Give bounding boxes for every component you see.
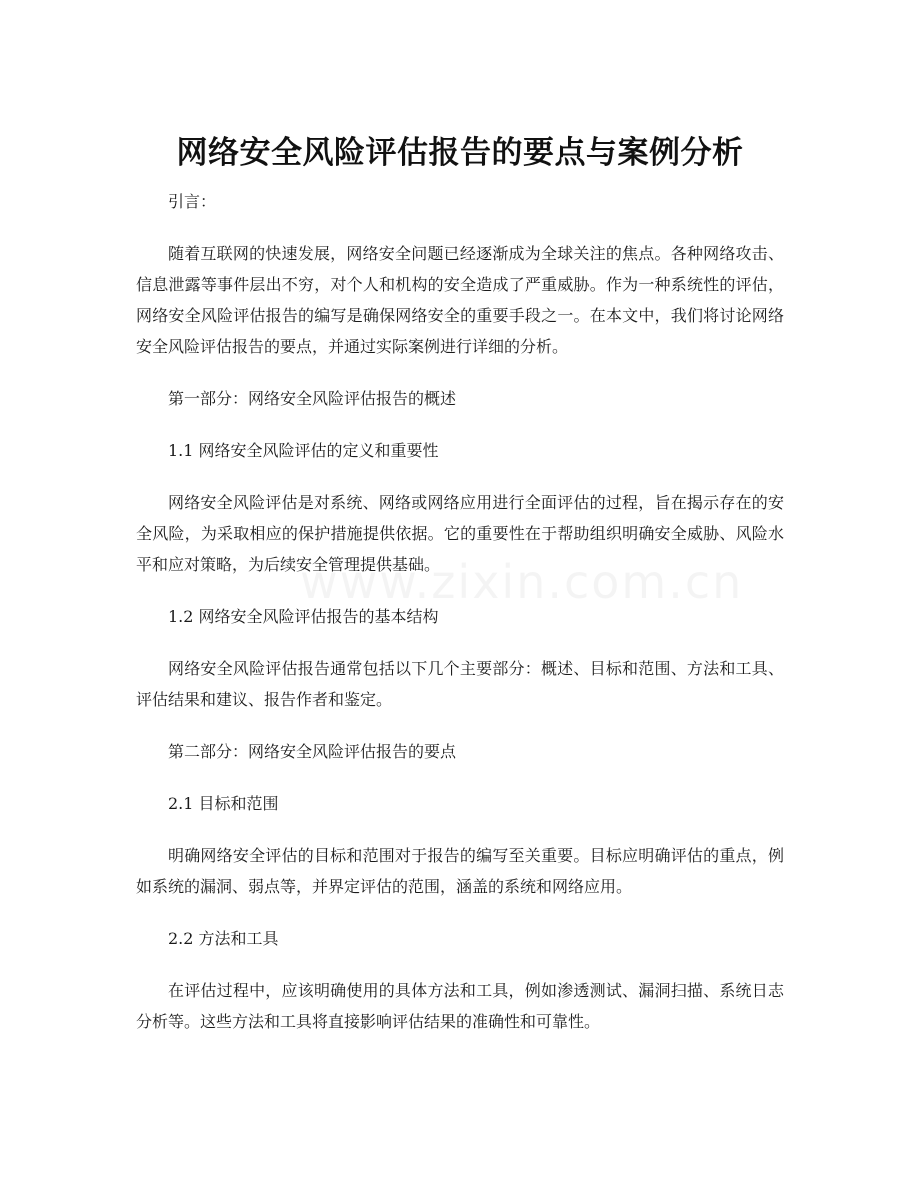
subsection-heading-1-1: 1.1 网络安全风险评估的定义和重要性 bbox=[168, 441, 439, 460]
paragraph-2-1: 明确网络安全评估的目标和范围对于报告的编写至关重要。目标应明确评估的重点，例如系统的漏洞、弱点等，并界定评估的范围，涵盖的系统和网络应用。 bbox=[136, 846, 784, 896]
paragraph-1-1: 网络安全风险评估是对系统、网络或网络应用进行全面评估的过程，旨在揭示存在的安全风险，为采取相应的保护措施提供依据。它的重要性在于帮助组织明确安全威胁、风险水平和应对策略，为后续安全管理提供基础。 bbox=[136, 493, 784, 574]
paragraph-intro-label: 引言： bbox=[168, 192, 217, 211]
subsection-heading-2-2: 2.2 方法和工具 bbox=[168, 929, 279, 948]
paragraph-intro: 随着互联网的快速发展，网络安全问题已经逐渐成为全球关注的焦点。各种网络攻击、信息泄露等事件层出不穷，对个人和机构的安全造成了严重威胁。作为一种系统性的评估，网络安全风险评估报告的编写是确保网络安全的重要手段之一。在本文中，我们将讨论网络安全风险评估报告的要点，并通过实际案例进行详细的分析。 bbox=[136, 244, 784, 356]
section-heading-part-1: 第一部分：网络安全风险评估报告的概述 bbox=[168, 389, 457, 408]
subsection-heading-1-2: 1.2 网络安全风险评估报告的基本结构 bbox=[168, 607, 439, 626]
paragraph-2-2: 在评估过程中，应该明确使用的具体方法和工具，例如渗透测试、漏洞扫描、系统日志分析等。这些方法和工具将直接影响评估结果的准确性和可靠性。 bbox=[136, 981, 784, 1031]
paragraph-1-2: 网络安全风险评估报告通常包括以下几个主要部分：概述、目标和范围、方法和工具、评估结果和建议、报告作者和鉴定。 bbox=[136, 659, 784, 709]
section-heading-part-2: 第二部分：网络安全风险评估报告的要点 bbox=[168, 742, 457, 761]
document-body bbox=[136, 186, 784, 1058]
subsection-heading-2-1: 2.1 目标和范围 bbox=[168, 794, 279, 813]
document-title: 网络安全风险评估报告的要点与案例分析 bbox=[176, 134, 744, 171]
